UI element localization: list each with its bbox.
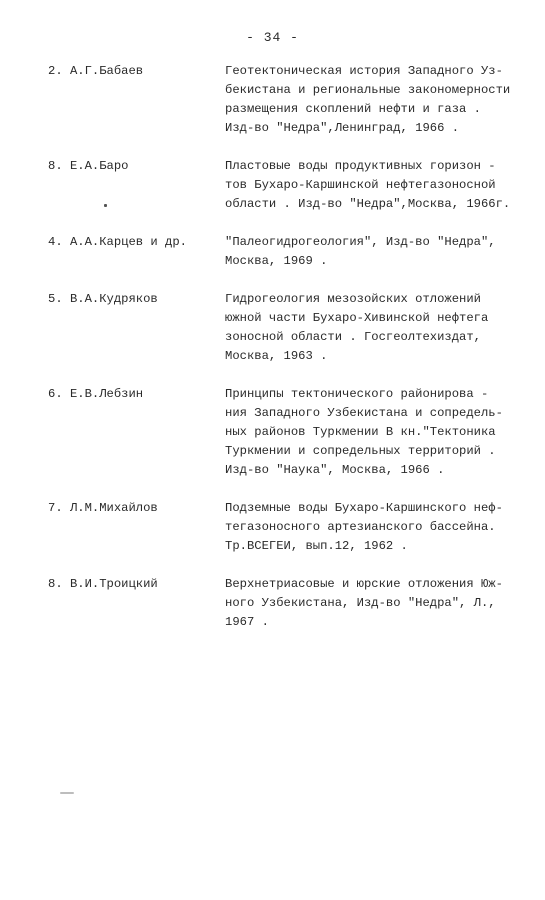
- reference-item: [48, 290, 538, 366]
- reference-line: ных районов Туркмении В кн."Тектоника: [225, 425, 496, 439]
- reference-line: ного Узбекистана, Изд-во "Недра", Л.,: [225, 596, 496, 610]
- reference-line: Пластовые воды продуктивных горизон -: [225, 159, 496, 173]
- reference-item: [48, 575, 538, 632]
- page-number: - 34 -: [246, 30, 299, 45]
- reference-text: [225, 157, 538, 214]
- reference-author: 6. Е.В.Лебзин: [48, 387, 144, 401]
- reference-line: Изд-во "Недра",Ленинград, 1966 .: [225, 121, 460, 135]
- reference-text: [225, 290, 538, 366]
- reference-line: зоносной области . Госгеолтехиздат,: [225, 330, 481, 344]
- scan-speck: [104, 204, 107, 207]
- reference-item: [48, 233, 538, 271]
- reference-line: Москва, 1963 .: [225, 349, 328, 363]
- reference-line: тегазоносного артезианского бассейна.: [225, 520, 496, 534]
- reference-line: Гидрогеология мезозойских отложений: [225, 292, 481, 306]
- reference-text: [225, 385, 538, 480]
- reference-author: 7. Л.М.Михайлов: [48, 501, 158, 515]
- reference-text: [225, 575, 538, 632]
- reference-item: [48, 385, 538, 480]
- reference-item: [48, 499, 538, 556]
- reference-line: бекистана и региональные закономерности: [225, 83, 511, 97]
- reference-line: Туркмении и сопредельных территорий .: [225, 444, 496, 458]
- reference-author: 8. Е.А.Баро: [48, 159, 129, 173]
- reference-line: ния Западного Узбекистана и сопредель-: [225, 406, 503, 420]
- reference-author: 4. А.А.Карцев и др.: [48, 235, 187, 249]
- reference-author: 8. В.И.Троицкий: [48, 577, 158, 591]
- reference-line: размещения скоплений нефти и газа .: [225, 102, 481, 116]
- reference-text: [225, 62, 538, 138]
- reference-line: Принципы тектонического районирова -: [225, 387, 489, 401]
- reference-line: Тр.ВСЕГЕИ, вып.12, 1962 .: [225, 539, 408, 553]
- reference-line: тов Бухаро-Каршинской нефтегазоносной: [225, 178, 496, 192]
- reference-line: южной части Бухаро-Хивинской нефтега: [225, 311, 489, 325]
- reference-line: Геотектоническая история Западного Уз-: [225, 64, 503, 78]
- scan-speck: [60, 792, 74, 794]
- reference-author: 5. В.А.Кудряков: [48, 292, 158, 306]
- reference-list: [48, 62, 538, 651]
- reference-author: 2. А.Г.Бабаев: [48, 64, 144, 78]
- reference-item: [48, 157, 538, 214]
- reference-text: [225, 499, 538, 556]
- reference-line: 1967 .: [225, 615, 269, 629]
- reference-line: области . Изд-во "Недра",Москва, 1966г.: [225, 197, 511, 211]
- reference-line: Изд-во "Наука", Москва, 1966 .: [225, 463, 445, 477]
- reference-line: Москва, 1969 .: [225, 254, 328, 268]
- reference-text: [225, 233, 538, 271]
- reference-line: "Палеогидрогеология", Изд-во "Недра",: [225, 235, 496, 249]
- reference-line: Подземные воды Бухаро-Каршинского неф-: [225, 501, 503, 515]
- reference-line: Верхнетриасовые и юрские отложения Юж-: [225, 577, 503, 591]
- reference-item: [48, 62, 538, 138]
